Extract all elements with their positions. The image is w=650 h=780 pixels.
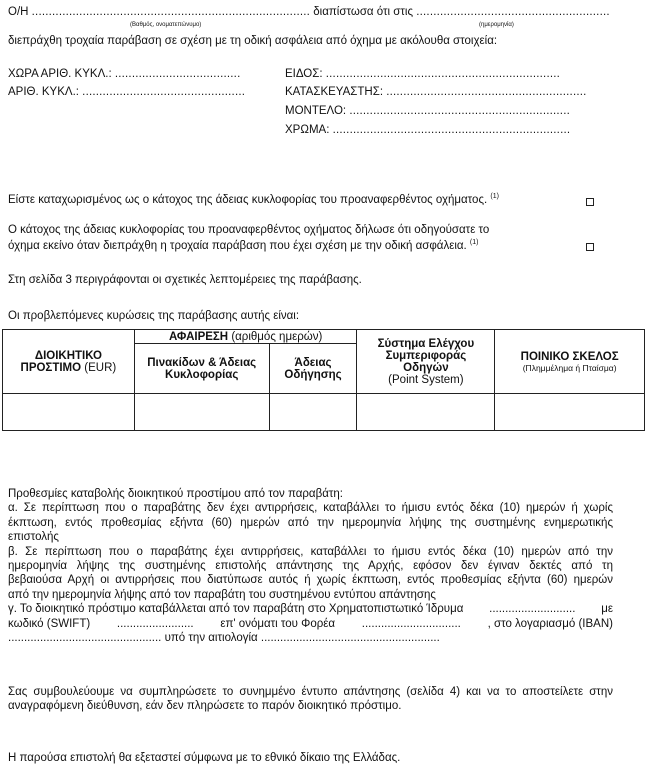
payment-b-line2: ημερομηνία λήψης της συστημένης επιστολής απάντησης της Αρχής, εφόσον δεν έγιναν δεκτές από τη (8, 560, 613, 573)
type-label: ΕΙΔΟΣ: (285, 68, 323, 80)
make-field[interactable]: ........................................................... (386, 86, 587, 98)
license-header: Άδειας Οδήγησης (269, 344, 357, 394)
owner-declaration (8, 193, 499, 206)
owner-footnote-ref: (1) (490, 193, 499, 200)
color-label: ΧΡΩΜΑ: (285, 124, 330, 136)
date-caption: (ημερομηνία) (479, 22, 514, 28)
plates-header: Πινακίδων & Άδειας Κυκλοφορίας (134, 344, 269, 394)
payment-c-line2: κωδικό (SWIFT) ........................ επ' ονόματι του Φορέα ............................... , στο λογαριασμό (IBAN) (8, 617, 613, 630)
admin-fine-header: ΔΙΟΙΚΗΤΙΚΟ ΠΡΟΣΤΙΜΟ (EUR) (3, 330, 135, 394)
country-row (8, 68, 240, 80)
sanctions-intro: Οι προβλεπόμενες κυρώσεις της παράβασης αυτής είναι: (8, 310, 300, 322)
criminal-cell[interactable] (495, 394, 645, 431)
swift-field[interactable]: ........................ (116, 617, 194, 630)
payment-c-line1: γ. Το διοικητικό πρόστιμο καταβάλλεται από τον παραβάτη στο Χρηματοπιστωτικό Ίδρυμα ........................... με (8, 603, 613, 616)
sanctions-table (2, 329, 645, 431)
driver-footnote-ref: (1) (469, 239, 479, 246)
advice-line1: Σας συμβουλεύουμε να συμπληρώσετε το συνημμένο έντυπο απάντησης (σελίδα 4) και να το αποστείλετε στην (8, 686, 613, 698)
law-note: Η παρούσα επιστολή θα εξεταστεί σύμφωνα με το εθνικό δίκαιο της Ελλάδας. (8, 752, 401, 764)
officer-line (8, 6, 610, 18)
driver-declaration-text: όχημα εκείνο όταν διεπράχθη η τροχαία παράβαση που έχει σχέση με την οδική ασφάλεια. (8, 239, 467, 252)
removal-header: ΑΦΑΙΡΕΣΗ (αριθμός ημερών) (134, 330, 357, 344)
driver-checkbox[interactable] (586, 242, 594, 254)
sanctions-values-row (3, 394, 645, 431)
diapistosa-text: διαπίστωσα ότι στις (313, 6, 414, 18)
payment-a-line2: έκπτωση, εντός προθεσμίας εξήντα (60) ημερών από την ημερομηνία λήψης της συστημένης ενημερωτικής (8, 516, 613, 529)
date-field[interactable]: ......................................................... (416, 6, 610, 18)
page3-note: Στη σελίδα 3 περιγράφονται οι σχετικές λεπτομέρειες της παράβασης. (8, 274, 362, 286)
iban-field[interactable]: ................................................ (8, 632, 162, 645)
advice-section (8, 685, 613, 714)
payment-section (8, 487, 613, 645)
country-label: ΧΩΡΑ ΑΡΙΘ. ΚΥΚΛ.: (8, 68, 112, 80)
owner-checkbox[interactable] (586, 197, 594, 209)
payment-b-line4: από την ημερομηνία λήψης από τον παραβάτη του συστημένου εντύπου απάντησης (8, 588, 436, 601)
make-row (285, 86, 587, 98)
plates-days-cell[interactable] (134, 394, 269, 431)
driver-declaration-line1: Ο κάτοχος της άδειας κυκλοφορίας του προαναφερθέντος οχήματος δήλωσε ότι οδηγούσατε το (8, 224, 490, 236)
type-row (285, 68, 560, 80)
color-field[interactable]: ...................................................................... (332, 124, 571, 136)
fine-amount-cell[interactable] (3, 394, 135, 431)
payment-a-line3: επιστολής (8, 531, 59, 544)
bank-field[interactable]: ........................... (489, 603, 576, 616)
reg-row (8, 86, 245, 98)
owner-declaration-text: Είστε καταχωρισμένος ως ο κάτοχος της άδειας κυκλοφορίας του προαναφερθέντος οχήματος. (8, 193, 488, 206)
points-cell[interactable] (357, 394, 495, 431)
driver-declaration-line2 (8, 239, 478, 252)
rank-name-caption: (Βαθμός, ονοματεπώνυμο) (130, 22, 202, 28)
license-days-cell[interactable] (269, 394, 357, 431)
reg-label: ΑΡΙΘ. ΚΥΚΛ.: (8, 86, 79, 98)
oh-label: Ο/Η (8, 6, 29, 18)
model-field[interactable]: ................................................................. (349, 105, 570, 117)
payment-title: Προθεσμίες καταβολής διοικητικού προστίμου από τον παραβάτη: (8, 488, 343, 500)
payment-b-line1: β. Σε περίπτωση που ο παραβάτης έχει αντιρρήσεις, καταβάλλει το ήμισυ εντός δέκα (10) ημερών από την (8, 545, 613, 558)
model-label: ΜΟΝΤΕΛΟ: (285, 105, 347, 117)
point-system-header: Σύστημα Ελέγχου Συμπεριφοράς Οδηγών (Point System) (357, 330, 495, 394)
payment-c-line3: ................................................ υπό την αιτιολογία ........................................................ (8, 632, 440, 645)
reg-field[interactable]: ................................................ (82, 86, 246, 98)
authority-field[interactable]: ............................... (361, 617, 461, 630)
color-row (285, 124, 570, 136)
make-label: ΚΑΤΑΣΚΕΥΑΣΤΗΣ: (285, 86, 384, 98)
criminal-header: ΠΟΙΝΙΚΟ ΣΚΕΛΟΣ (Πλημμέλημα ή Πταίσμα) (495, 330, 645, 394)
reason-field[interactable]: ........................................................ (260, 632, 440, 645)
officer-name-field[interactable]: .................................................................................. (31, 6, 311, 18)
type-field[interactable]: ..................................................................... (325, 68, 561, 80)
payment-b-line3: βεβαιούσα Αρχή οι αντιρρήσεις που διατύπωσε αυτός ή χωρίς έκπτωση, εντός προθεσμίας εξήντα (60) ημερών (8, 574, 613, 587)
intro-line: διεπράχθη τροχαία παράβαση σε σχέση με τη οδική ασφάλεια από όχημα με ακόλουθα στοιχεία: (8, 35, 498, 47)
model-row (285, 105, 570, 117)
payment-a-line1: α. Σε περίπτωση που ο παραβάτης δεν έχει αντιρρήσεις, καταβάλλει το ήμισυ εντός δέκα (10) ημερών ή χωρίς (8, 502, 613, 515)
country-field[interactable]: ..................................... (114, 68, 241, 80)
advice-line2: αναγραφόμενη διεύθυνση, εάν δεν πληρώσετε το παρόν διοικητικό πρόστιμο. (8, 700, 402, 713)
